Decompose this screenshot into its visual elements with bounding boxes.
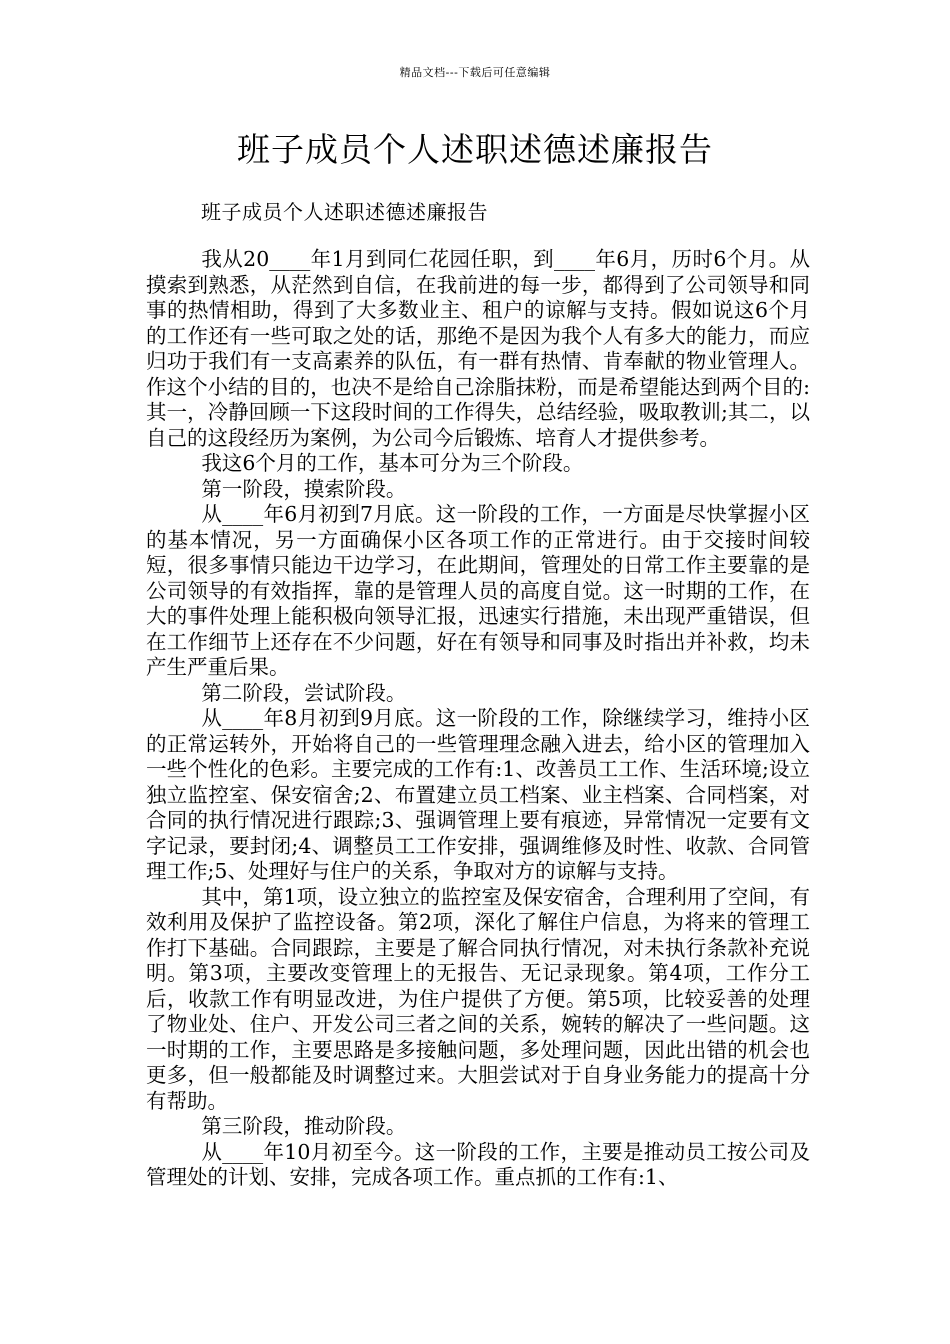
paragraph: 我从20____年1月到同仁花园任职，到____年6月，历时6个月。从摸索到熟悉，从茫然到自信，在我前进的每一步，都得到了公司领导和同事的热情相助，得到了大多数业主、租户的谅解与支持。假如说这6个月的工作还有一些可取之处的话，那绝不是因为我个人有多大的能力，而应归功于我们有一支高素养的队伍，有一群有热情、肯奉献的物业管理人。作这个小结的目的，也决不是给自己涂脂抹粉，而是希望能达到两个目的:其一，冷静回顾一下这段时间的工作得失，总结经验，吸取教训;其二，以自己的这段经历为案例，为公司今后锻炼、培育人才提供参考。 [146,247,810,450]
header-note: 精品文档---下载后可任意编辑 [399,66,551,79]
paragraph: 第一阶段，摸索阶段。 [201,476,407,501]
document-title: 班子成员个人述职述德述廉报告 [237,130,713,169]
paragraph: 我这6个月的工作，基本可分为三个阶段。 [201,451,584,475]
paragraph: 从____年8月初到9月底。这一阶段的工作，除继续学习，维持小区的正常运转外，开始将自己的一些管理理念融入进去，给小区的管理加入一些个性化的色彩。主要完成的工作有:1、改善员工工作、生活环境;设立独立监控室、保安宿舍;2、布置建立员工档案、业主档案、合同档案，对合同的执行情况进行跟踪;3、强调管理上要有痕迹，异常情况一定要有文字记录，要封闭;4、调整员工工作安排，强调维修及时性、收款、合同管理工作;5、处理好与住户的关系，争取对方的谅解与支持。 [146,706,810,883]
paragraph: 从____年10月初至今。这一阶段的工作，主要是推动员工按公司及管理处的计划、安排，完成各项工作。重点抓的工作有:1、 [146,1139,810,1189]
document-subtitle: 班子成员个人述职述德述廉报告 [201,200,488,224]
document-body [146,247,810,1191]
paragraph: 第二阶段，尝试阶段。 [201,680,407,705]
paragraph: 第三阶段，推动阶段。 [201,1114,407,1138]
paragraph: 从____年6月初到7月底。这一阶段的工作，一方面是尽快掌握小区的基本情况，另一方面确保小区各项工作的正常进行。由于交接时间较短，很多事情只能边干边学习，在此期间，管理处的日常工作主要靠的是公司领导的有效指挥，靠的是管理人员的高度自觉。这一时期的工作，在大的事件处理上能积极向领导汇报，迅速实行措施，未出现严重错误，但在工作细节上还存在不少问题，好在有领导和同事及时指出并补救，均未产生严重后果。 [146,502,810,679]
paragraph: 其中，第1项，设立独立的监控室及保安宿舍，合理利用了空间，有效利用及保护了监控设备。第2项，深化了解住户信息，为将来的管理工作打下基础。合同跟踪，主要是了解合同执行情况，对未执行条款补充说明。第3项，主要改变管理上的无报告、无记录现象。第4项，工作分工后，收款工作有明显改进，为住户提供了方便。第5项，比较妥善的处理了物业处、住户、开发公司三者之间的关系，婉转的解决了一些问题。这一时期的工作，主要思路是多接触问题，多处理问题，因此出错的机会也更多，但一般都能及时调整过来。大胆尝试对于自身业务能力的提高十分有帮助。 [146,884,810,1113]
